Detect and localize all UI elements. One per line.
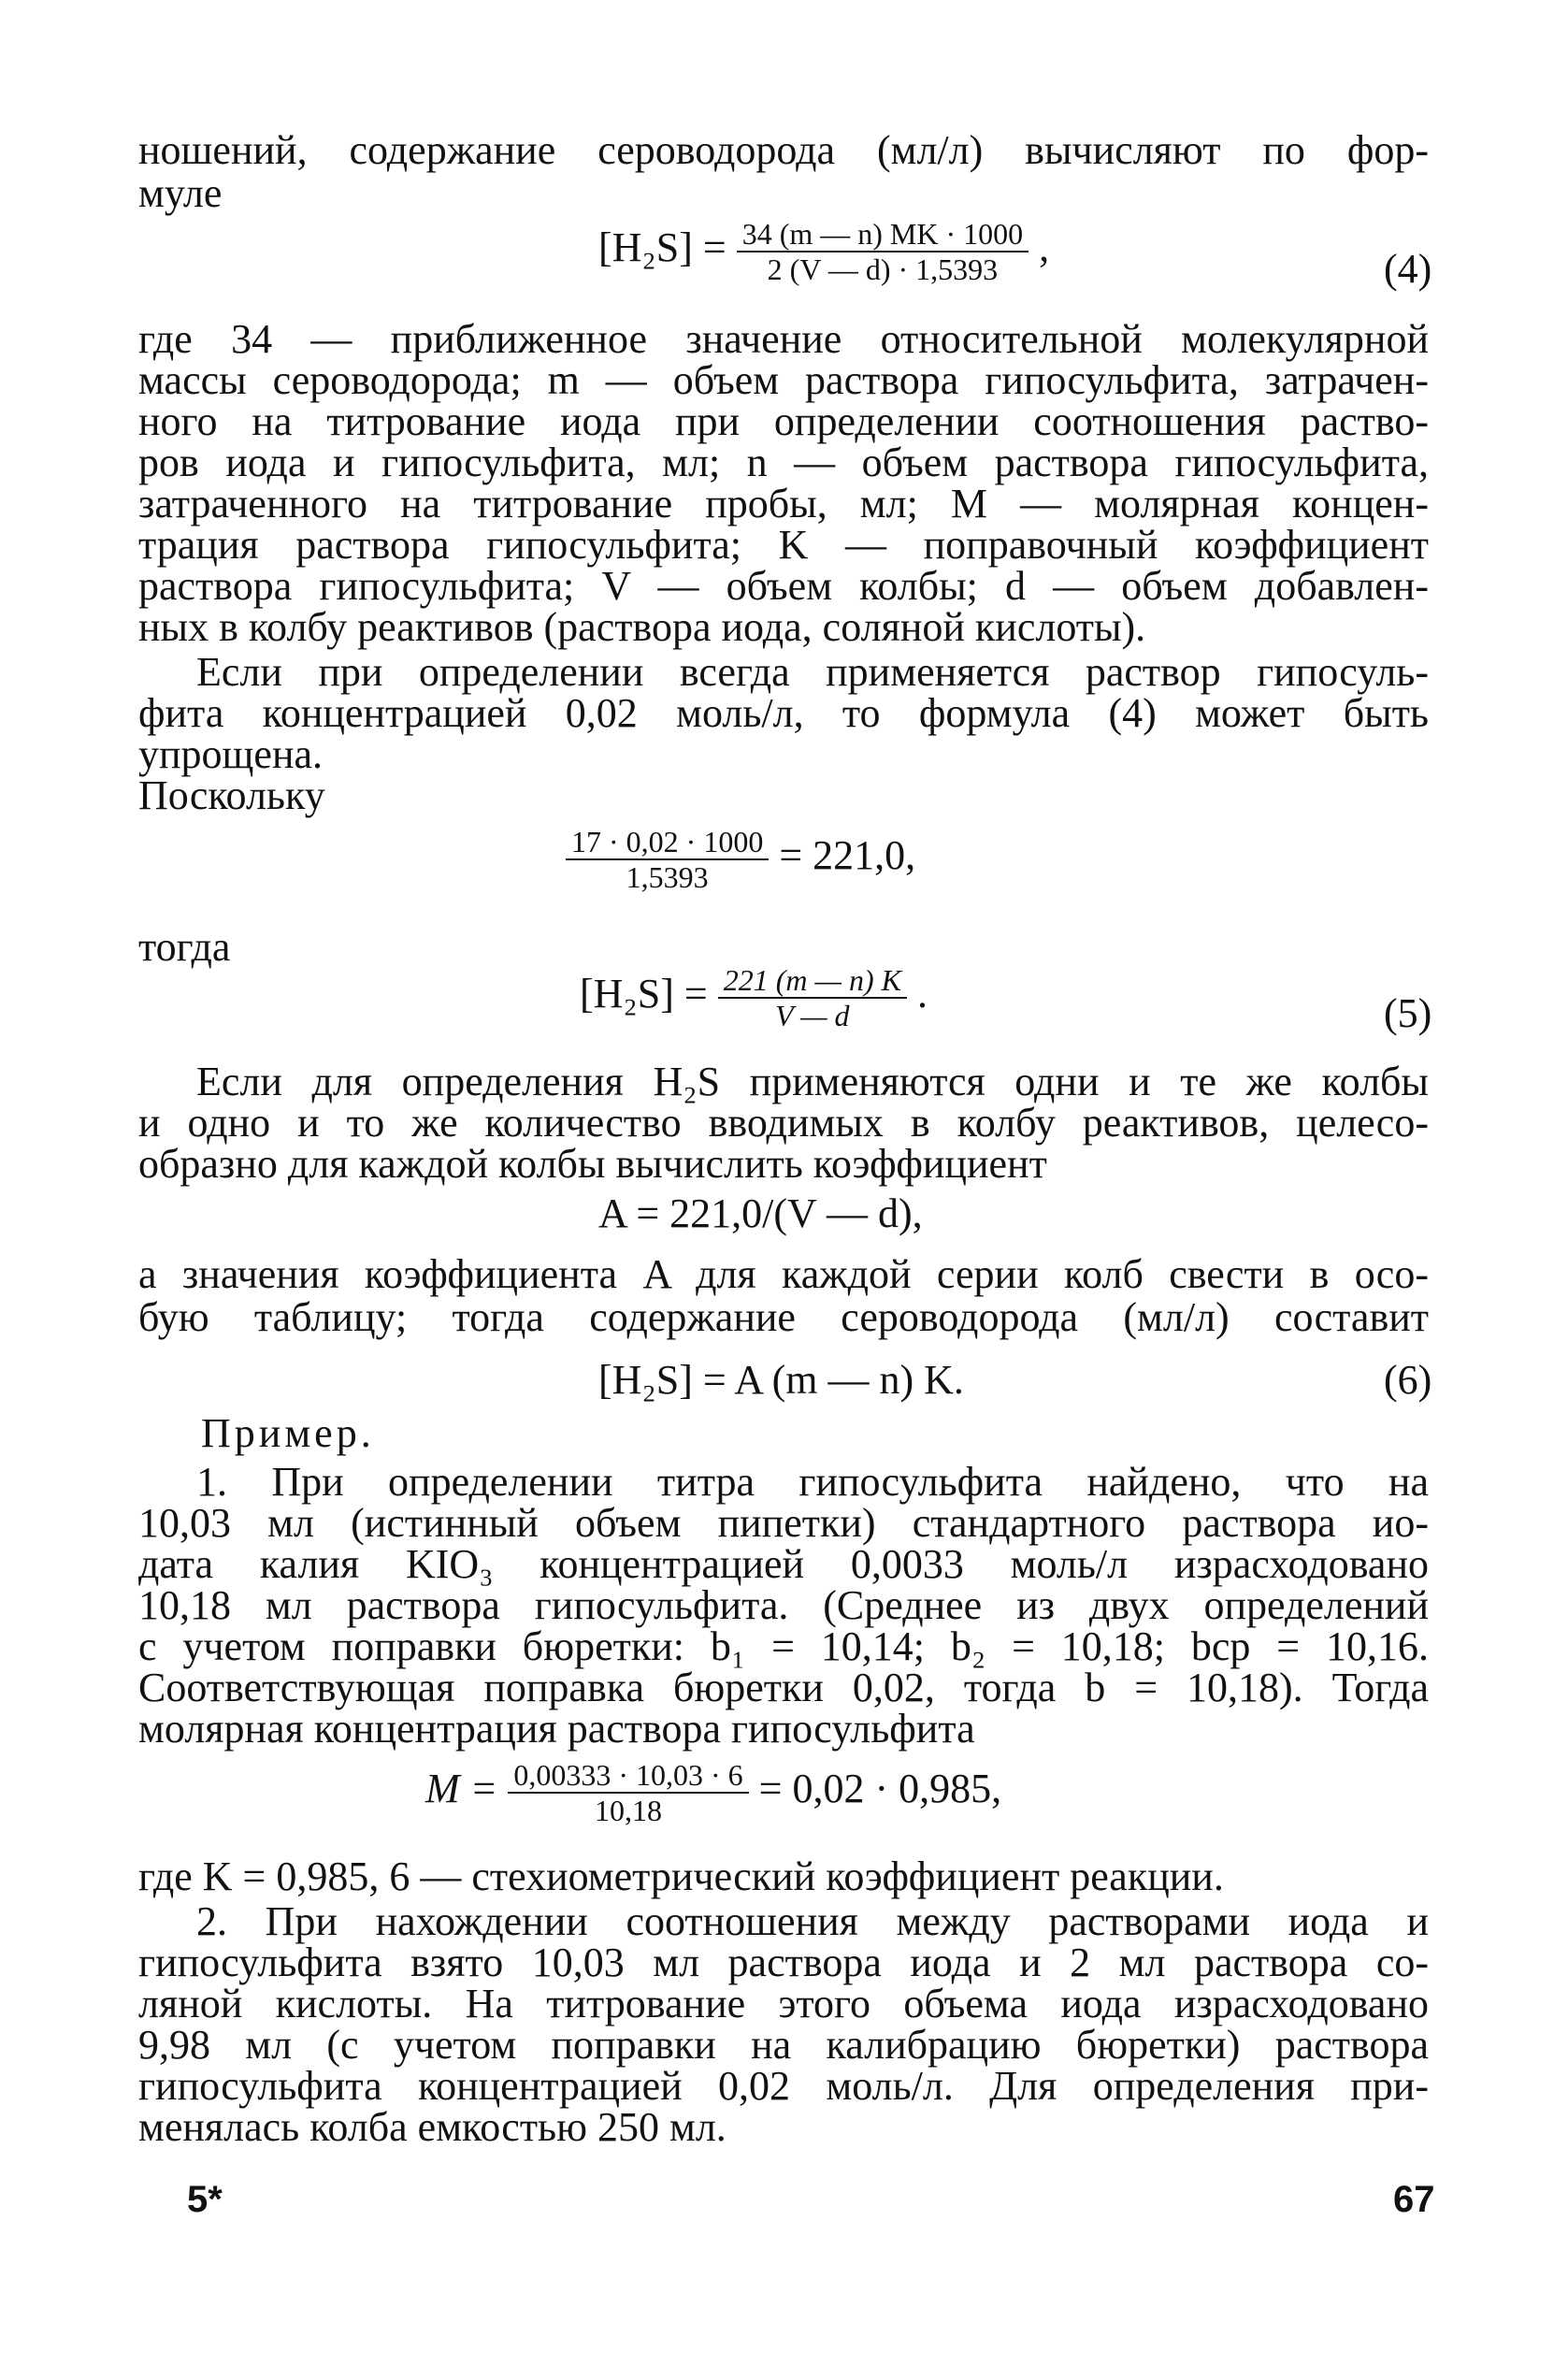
- formula-lhs: [H₂S] =: [580, 971, 708, 1017]
- text-line: трация раствора гипосульфита; K — поправочный коэффициент: [138, 522, 1429, 568]
- text-line: 9,98 мл (с учетом поправки на калибрацию бюретки) раствора: [138, 2022, 1429, 2068]
- text-line: фита концентрацией 0,02 моль/л, то формула (4) может быть: [138, 690, 1429, 736]
- text-line: ров иода и гипосульфита, мл; n — объем раствора гипосульфита,: [138, 440, 1429, 485]
- text-line: ляной кислоты. На титрование этого объема иода израсходовано: [138, 1981, 1429, 2026]
- text-line: гипосульфита концентрацией 0,02 моль/л. Для определения при-: [138, 2063, 1429, 2109]
- text-line: ного на титрование иода при определении соотношения раство-: [138, 398, 1429, 444]
- formula-M: [425, 1758, 1001, 1827]
- text-line: ношений, содержание сероводорода (мл/л) вычисляют по фор-: [138, 127, 1429, 173]
- formula-rhs: = 0,02 · 0,985,: [758, 1766, 1002, 1812]
- equation-number: (5): [1384, 990, 1432, 1036]
- numerator: 0,00333 · 10,03 · 6: [508, 1758, 748, 1794]
- text-line: 10,18 мл раствора гипосульфита. (Среднее из двух определений: [138, 1582, 1429, 1628]
- numerator: 221 (m — n) K: [718, 963, 907, 999]
- text-line: и одно и то же количество вводимых в колбу реактивов, целесо-: [138, 1100, 1429, 1146]
- denominator: 2 (V — d) · 1,5393: [767, 252, 999, 286]
- formula-6: [H₂S] = A (m — n) K.: [598, 1357, 964, 1403]
- fraction: [718, 963, 907, 1032]
- formula-tail: .: [916, 971, 928, 1017]
- equation-number: (6): [1384, 1357, 1432, 1403]
- text-line: муле: [138, 170, 223, 216]
- formula-5: [580, 963, 928, 1032]
- text-line: Если для определения H₂S применяются одни и те же колбы: [196, 1059, 1429, 1104]
- text-line: а значения коэффициента A для каждой серии колб свести в осо-: [138, 1251, 1429, 1297]
- denominator: V — d: [775, 999, 850, 1032]
- formula-constant: [566, 825, 915, 894]
- text-line: 10,03 мл (истинный объем пипетки) стандартного раствора ио-: [138, 1500, 1429, 1546]
- fraction: [737, 217, 1029, 286]
- numerator: 34 (m — n) MK · 1000: [737, 217, 1029, 252]
- equation-number: (4): [1384, 246, 1432, 292]
- formula-rhs: = 221,0,: [779, 832, 916, 879]
- text-line: Соответствующая поправка бюретки 0,02, тогда b = 10,18). Тогда: [138, 1665, 1429, 1710]
- text-line: Если при определении всегда применяется раствор гипосуль-: [196, 649, 1429, 695]
- example-heading: Пример.: [201, 1410, 375, 1456]
- formula-lhs: [H₂S] =: [598, 224, 726, 271]
- denominator: 1,5393: [626, 860, 709, 894]
- page-number: 67: [1393, 2179, 1435, 2220]
- text-line: затраченного на титрование пробы, мл; M — молярная концен-: [138, 481, 1429, 526]
- signature-mark: 5*: [187, 2179, 223, 2220]
- fraction: [566, 825, 769, 894]
- text-line: где K = 0,985, 6 — стехиометрический коэффициент реакции.: [138, 1853, 1224, 1899]
- text-line: гипосульфита взято 10,03 мл раствора иода и 2 мл раствора со-: [138, 1940, 1429, 1985]
- formula-tail: ,: [1039, 224, 1050, 271]
- text-line: упрощена.: [138, 731, 324, 777]
- formula-4: [598, 217, 1049, 286]
- text-line: тогда: [138, 924, 231, 970]
- text-line: ных в колбу реактивов (раствора иода, соляной кислоты).: [138, 604, 1146, 650]
- fraction: [508, 1758, 748, 1827]
- text-line: где 34 — приближенное значение относительной молекулярной: [138, 316, 1429, 362]
- text-line: дата калия KIO₃ концентрацией 0,0033 моль/л израсходовано: [138, 1541, 1429, 1587]
- text-line: молярная концентрация раствора гипосульфита: [138, 1706, 975, 1752]
- text-line: Поскольку: [138, 772, 325, 818]
- text-line: бую таблицу; тогда содержание сероводорода (мл/л) составит: [138, 1294, 1429, 1340]
- text-line: менялась колба емкостью 250 мл.: [138, 2104, 726, 2150]
- text-line: массы сероводорода; m — объем раствора гипосульфита, затрачен-: [138, 357, 1429, 403]
- text-line: с учетом поправки бюретки: b₁ = 10,14; b₂ = 10,18; bср = 10,16.: [138, 1623, 1429, 1669]
- numerator: 17 · 0,02 · 1000: [566, 825, 769, 860]
- text-line: образно для каждой колбы вычислить коэффициент: [138, 1141, 1047, 1187]
- text-line: 2. При нахождении соотношения между растворами иода и: [196, 1898, 1429, 1944]
- formula-A: A = 221,0/(V — d),: [598, 1190, 923, 1236]
- text-line: 1. При определении титра гипосульфита найдено, что на: [196, 1459, 1429, 1505]
- formula-lhs: M =: [425, 1766, 498, 1812]
- denominator: 10,18: [595, 1794, 662, 1827]
- text-line: раствора гипосульфита; V — объем колбы; d — объем добавлен-: [138, 563, 1429, 609]
